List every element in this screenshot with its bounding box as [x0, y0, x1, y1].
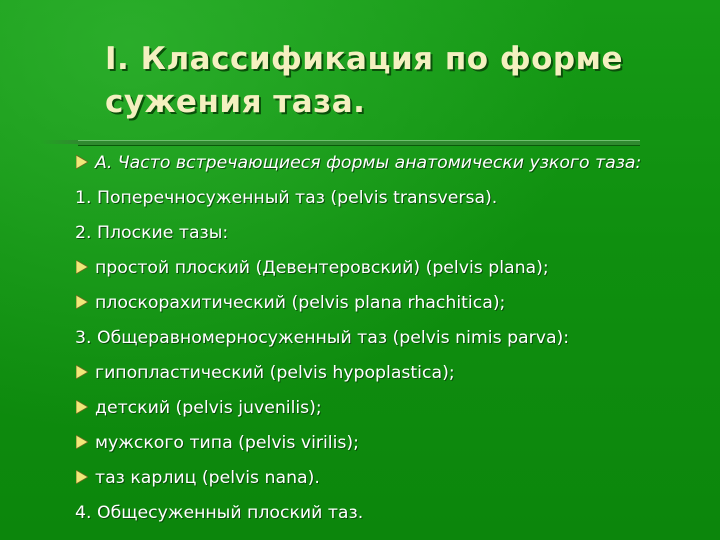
title-line-2: сужения таза.	[105, 84, 366, 120]
content-list	[0, 152, 720, 525]
list-item	[0, 292, 720, 315]
title-divider	[78, 140, 640, 146]
list-item	[0, 187, 720, 210]
list-item	[0, 467, 720, 490]
triangle-bullet-icon	[76, 295, 88, 309]
list-item	[0, 502, 720, 525]
slide-title	[105, 38, 695, 124]
triangle-bullet-icon	[76, 260, 88, 274]
list-item	[0, 257, 720, 280]
list-item-text: А. Часто встречающиеся формы анатомически узкого таза:	[95, 153, 642, 173]
title-line-1: I. Классификация по форме	[105, 41, 623, 77]
triangle-bullet-icon	[76, 365, 88, 379]
list-item-heading	[0, 152, 675, 175]
list-item-text: таз карлиц (pelvis nana).	[95, 468, 320, 488]
triangle-bullet-icon	[76, 470, 88, 484]
triangle-bullet-icon	[76, 155, 88, 169]
list-item-text: простой плоский (Девентеровский) (pelvis plana);	[95, 258, 549, 278]
list-item-text: 4. Общесуженный плоский таз.	[75, 503, 364, 523]
list-item	[0, 327, 720, 350]
triangle-bullet-icon	[76, 435, 88, 449]
list-item	[0, 362, 720, 385]
list-item	[0, 222, 720, 245]
list-item-text: 2. Плоские тазы:	[75, 223, 229, 243]
list-item-text: 3. Общеравномерносуженный таз (pelvis nimis parva):	[75, 328, 570, 348]
list-item	[0, 397, 720, 420]
list-item-text: мужского типа (pelvis virilis);	[95, 433, 359, 453]
list-item-text: 1. Поперечносуженный таз (pelvis transversa).	[75, 188, 498, 208]
title-divider-fade	[40, 140, 78, 144]
list-item-text: детский (pelvis juvenilis);	[95, 398, 322, 418]
list-item	[0, 432, 720, 455]
list-item-text: плоскорахитический (pelvis plana rhachitica);	[95, 293, 506, 313]
triangle-bullet-icon	[76, 400, 88, 414]
list-item-text: гипопластический (pelvis hypoplastica);	[95, 363, 455, 383]
